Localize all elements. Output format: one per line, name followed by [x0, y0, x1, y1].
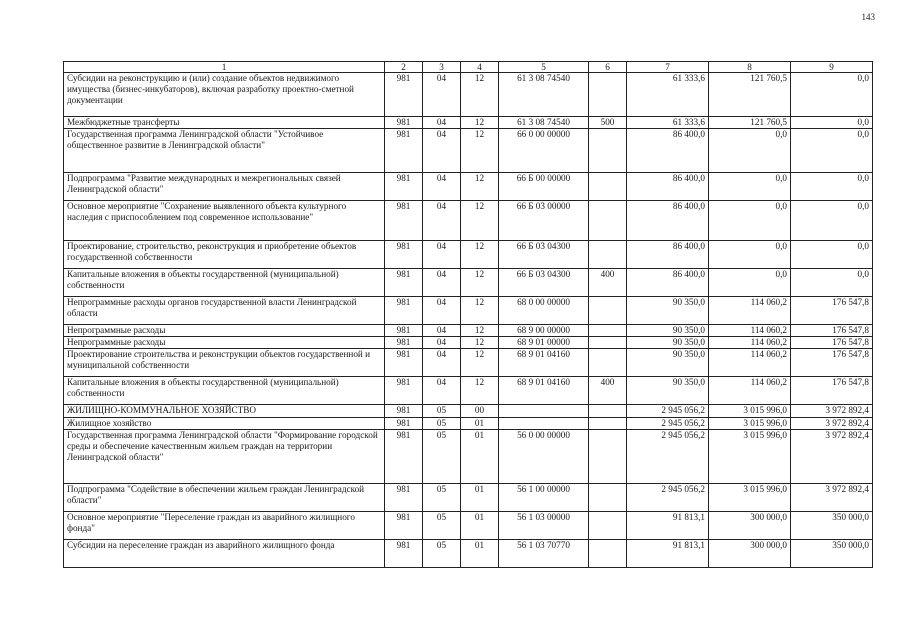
cell-c7: 86 400,0 [627, 129, 709, 173]
row-label: Капитальные вложения в объекты государственной (муниципальной) собственности [64, 269, 385, 297]
cell-c8: 114 060,2 [709, 325, 791, 337]
cell-c5: 56 1 03 00000 [499, 512, 589, 540]
cell-c5: 68 9 01 04160 [499, 377, 589, 405]
cell-c8: 114 060,2 [709, 337, 791, 349]
cell-c6 [589, 418, 627, 430]
header-row [64, 62, 873, 73]
cell-c9: 350 000,0 [791, 512, 873, 540]
cell-c2: 981 [385, 325, 423, 337]
page-number: 143 [861, 12, 875, 22]
cell-c2: 981 [385, 405, 423, 418]
cell-c4: 01 [461, 512, 499, 540]
cell-c7: 2 945 056,2 [627, 430, 709, 484]
cell-c3: 04 [423, 117, 461, 129]
cell-c7: 86 400,0 [627, 201, 709, 241]
cell-c2: 981 [385, 418, 423, 430]
cell-c2: 981 [385, 430, 423, 484]
cell-c3: 05 [423, 512, 461, 540]
cell-c6 [589, 484, 627, 512]
cell-c9: 3 972 892,4 [791, 484, 873, 512]
cell-c7: 2 945 056,2 [627, 405, 709, 418]
cell-c2: 981 [385, 117, 423, 129]
cell-c6: 500 [589, 117, 627, 129]
cell-c3: 04 [423, 269, 461, 297]
column-header: 4 [461, 62, 499, 73]
cell-c3: 04 [423, 349, 461, 377]
cell-c7: 86 400,0 [627, 173, 709, 201]
cell-c5 [499, 418, 589, 430]
table-row [64, 201, 873, 241]
cell-c2: 981 [385, 129, 423, 173]
table-row [64, 325, 873, 337]
cell-c4: 01 [461, 484, 499, 512]
cell-c7: 91 813,1 [627, 540, 709, 568]
row-label: Проектирование строительства и реконструкции объектов государственной и муниципальной собственности [64, 349, 385, 377]
cell-c3: 04 [423, 73, 461, 117]
cell-c8: 121 760,5 [709, 73, 791, 117]
row-label: Проектирование, строительство, реконструкция и приобретение объектов государственной собственности [64, 241, 385, 269]
row-label: Непрограммные расходы [64, 337, 385, 349]
row-label: Жилищное хозяйство [64, 418, 385, 430]
cell-c8: 121 760,5 [709, 117, 791, 129]
table-row [64, 117, 873, 129]
cell-c2: 981 [385, 241, 423, 269]
row-label: Подпрограмма "Развитие международных и межрегиональных связей Ленинградской области" [64, 173, 385, 201]
cell-c7: 86 400,0 [627, 269, 709, 297]
cell-c6 [589, 73, 627, 117]
cell-c3: 04 [423, 377, 461, 405]
cell-c7: 2 945 056,2 [627, 418, 709, 430]
table-row [64, 241, 873, 269]
cell-c8: 0,0 [709, 241, 791, 269]
row-label: Непрограммные расходы органов государственной власти Ленинградской области [64, 297, 385, 325]
cell-c5 [499, 405, 589, 418]
column-header: 6 [589, 62, 627, 73]
cell-c8: 3 015 996,0 [709, 418, 791, 430]
cell-c6 [589, 540, 627, 568]
cell-c3: 05 [423, 484, 461, 512]
cell-c9: 176 547,8 [791, 337, 873, 349]
cell-c4: 12 [461, 325, 499, 337]
cell-c3: 04 [423, 337, 461, 349]
cell-c5: 56 0 00 00000 [499, 430, 589, 484]
cell-c2: 981 [385, 540, 423, 568]
column-header: 8 [709, 62, 791, 73]
cell-c9: 0,0 [791, 173, 873, 201]
row-label: Государственная программа Ленинградской области "Формирование городской среды и обеспечение качественным жильем граждан на территории Ленинградской области" [64, 430, 385, 484]
cell-c9: 3 972 892,4 [791, 405, 873, 418]
cell-c3: 04 [423, 297, 461, 325]
column-header: 9 [791, 62, 873, 73]
column-header: 1 [64, 62, 385, 73]
row-label: ЖИЛИЩНО-КОММУНАЛЬНОЕ ХОЗЯЙСТВО [64, 405, 385, 418]
cell-c2: 981 [385, 73, 423, 117]
table-row [64, 418, 873, 430]
row-label: Субсидии на переселение граждан из аварийного жилищного фонда [64, 540, 385, 568]
cell-c4: 01 [461, 418, 499, 430]
row-label: Основное мероприятие "Сохранение выявленного объекта культурного наследия с приспособлением под современное использование" [64, 201, 385, 241]
cell-c7: 90 350,0 [627, 349, 709, 377]
cell-c9: 350 000,0 [791, 540, 873, 568]
row-label: Межбюджетные трансферты [64, 117, 385, 129]
cell-c9: 0,0 [791, 269, 873, 297]
cell-c6 [589, 405, 627, 418]
cell-c3: 05 [423, 540, 461, 568]
cell-c2: 981 [385, 297, 423, 325]
cell-c9: 0,0 [791, 129, 873, 173]
column-header: 2 [385, 62, 423, 73]
cell-c2: 981 [385, 269, 423, 297]
cell-c4: 12 [461, 73, 499, 117]
cell-c4: 00 [461, 405, 499, 418]
cell-c4: 01 [461, 430, 499, 484]
cell-c7: 2 945 056,2 [627, 484, 709, 512]
cell-c2: 981 [385, 484, 423, 512]
row-label: Основное мероприятие "Переселение граждан из аварийного жилищного фонда" [64, 512, 385, 540]
table-row [64, 377, 873, 405]
cell-c2: 981 [385, 173, 423, 201]
table-row [64, 173, 873, 201]
cell-c7: 91 813,1 [627, 512, 709, 540]
cell-c9: 0,0 [791, 201, 873, 241]
cell-c8: 3 015 996,0 [709, 430, 791, 484]
cell-c5: 56 1 03 70770 [499, 540, 589, 568]
cell-c5: 68 0 00 00000 [499, 297, 589, 325]
cell-c9: 176 547,8 [791, 349, 873, 377]
row-label: Субсидии на реконструкцию и (или) создание объектов недвижимого имущества (бизнес-инкубаторов), включая разработку проектно-сметной документации [64, 73, 385, 117]
cell-c5: 68 9 00 00000 [499, 325, 589, 337]
cell-c8: 300 000,0 [709, 512, 791, 540]
table-row [64, 73, 873, 117]
cell-c3: 04 [423, 201, 461, 241]
cell-c4: 12 [461, 129, 499, 173]
cell-c5: 68 9 01 04160 [499, 349, 589, 377]
cell-c6 [589, 325, 627, 337]
cell-c9: 0,0 [791, 73, 873, 117]
cell-c9: 176 547,8 [791, 377, 873, 405]
cell-c8: 0,0 [709, 269, 791, 297]
cell-c6 [589, 201, 627, 241]
cell-c4: 12 [461, 241, 499, 269]
column-header: 5 [499, 62, 589, 73]
cell-c9: 0,0 [791, 117, 873, 129]
cell-c3: 05 [423, 405, 461, 418]
cell-c6 [589, 349, 627, 377]
cell-c2: 981 [385, 337, 423, 349]
cell-c3: 04 [423, 325, 461, 337]
column-header: 7 [627, 62, 709, 73]
cell-c6 [589, 241, 627, 269]
table-row [64, 129, 873, 173]
cell-c5: 68 9 01 00000 [499, 337, 589, 349]
table-row [64, 405, 873, 418]
cell-c5: 61 3 08 74540 [499, 117, 589, 129]
cell-c8: 114 060,2 [709, 349, 791, 377]
cell-c2: 981 [385, 377, 423, 405]
cell-c4: 01 [461, 540, 499, 568]
cell-c6 [589, 297, 627, 325]
cell-c7: 90 350,0 [627, 325, 709, 337]
cell-c5: 66 Б 03 04300 [499, 269, 589, 297]
cell-c3: 04 [423, 241, 461, 269]
row-label: Непрограммные расходы [64, 325, 385, 337]
cell-c5: 66 Б 00 00000 [499, 173, 589, 201]
cell-c7: 90 350,0 [627, 297, 709, 325]
table-row [64, 512, 873, 540]
cell-c9: 3 972 892,4 [791, 418, 873, 430]
cell-c3: 05 [423, 430, 461, 484]
cell-c6 [589, 430, 627, 484]
cell-c9: 3 972 892,4 [791, 430, 873, 484]
cell-c3: 04 [423, 173, 461, 201]
cell-c8: 114 060,2 [709, 297, 791, 325]
table-row [64, 484, 873, 512]
cell-c5: 66 Б 03 04300 [499, 241, 589, 269]
cell-c6 [589, 129, 627, 173]
cell-c5: 61 3 08 74540 [499, 73, 589, 117]
cell-c8: 0,0 [709, 173, 791, 201]
cell-c4: 12 [461, 337, 499, 349]
row-label: Государственная программа Ленинградской области "Устойчивое общественное развитие в Ленинградской области" [64, 129, 385, 173]
cell-c8: 0,0 [709, 201, 791, 241]
table-row [64, 349, 873, 377]
table-row [64, 430, 873, 484]
cell-c8: 3 015 996,0 [709, 405, 791, 418]
cell-c7: 90 350,0 [627, 337, 709, 349]
table-row [64, 540, 873, 568]
cell-c2: 981 [385, 512, 423, 540]
cell-c5: 66 Б 03 00000 [499, 201, 589, 241]
cell-c6 [589, 173, 627, 201]
cell-c6 [589, 512, 627, 540]
cell-c6 [589, 337, 627, 349]
cell-c4: 12 [461, 201, 499, 241]
row-label: Капитальные вложения в объекты государственной (муниципальной) собственности [64, 377, 385, 405]
cell-c5: 66 0 00 00000 [499, 129, 589, 173]
cell-c4: 12 [461, 377, 499, 405]
cell-c8: 114 060,2 [709, 377, 791, 405]
cell-c4: 12 [461, 297, 499, 325]
column-header: 3 [423, 62, 461, 73]
cell-c6: 400 [589, 377, 627, 405]
cell-c4: 12 [461, 349, 499, 377]
cell-c3: 05 [423, 418, 461, 430]
cell-c7: 61 333,6 [627, 73, 709, 117]
cell-c2: 981 [385, 349, 423, 377]
cell-c5: 56 1 00 00000 [499, 484, 589, 512]
table-row [64, 297, 873, 325]
cell-c8: 0,0 [709, 129, 791, 173]
cell-c4: 12 [461, 117, 499, 129]
budget-table [63, 61, 873, 568]
cell-c4: 12 [461, 173, 499, 201]
cell-c9: 0,0 [791, 241, 873, 269]
cell-c7: 61 333,6 [627, 117, 709, 129]
row-label: Подпрограмма "Содействие в обеспечении жильем граждан Ленинградской области" [64, 484, 385, 512]
table-body [64, 73, 873, 568]
cell-c7: 86 400,0 [627, 241, 709, 269]
cell-c8: 3 015 996,0 [709, 484, 791, 512]
cell-c2: 981 [385, 201, 423, 241]
table-row [64, 337, 873, 349]
table-row [64, 269, 873, 297]
cell-c4: 12 [461, 269, 499, 297]
cell-c9: 176 547,8 [791, 325, 873, 337]
cell-c3: 04 [423, 129, 461, 173]
cell-c9: 176 547,8 [791, 297, 873, 325]
cell-c8: 300 000,0 [709, 540, 791, 568]
cell-c6: 400 [589, 269, 627, 297]
cell-c7: 90 350,0 [627, 377, 709, 405]
